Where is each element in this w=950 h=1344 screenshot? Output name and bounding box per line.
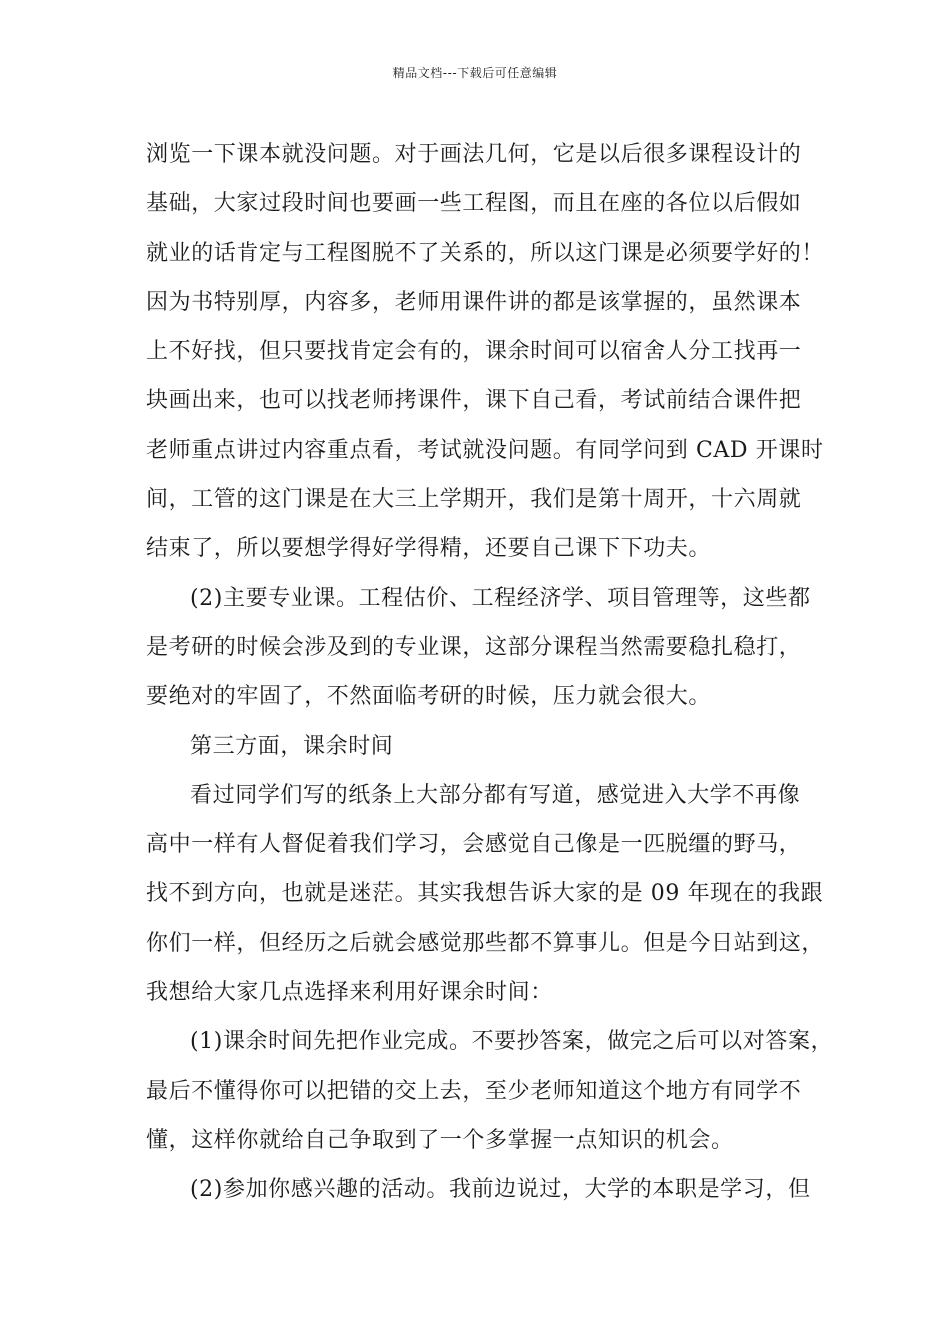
text-line: 我想给大家几点选择来利用好课余时间：: [146, 980, 553, 1006]
text-line: 结束了，所以要想学得好学得精，还要自己课下下功夫。: [146, 536, 712, 562]
document-body: [146, 130, 834, 1215]
section-heading: 第三方面，课余时间: [190, 733, 394, 759]
text-line: 你们一样，但经历之后就会感觉那些都不算事儿。但是今日站到这，: [146, 930, 825, 956]
page-header: 精品文档---下载后可任意编辑: [392, 66, 558, 80]
text-line: 就业的话肯定与工程图脱不了关系的，所以这门课是必须要学好的！: [146, 240, 825, 266]
text-line: 找不到方向，也就是迷茫。其实我想告诉大家的是 09 年现在的我跟: [146, 881, 824, 907]
text-line: 懂，这样你就给自己争取到了一个多掌握一点知识的机会。: [146, 1127, 734, 1153]
text-line: 间，工管的这门课是在大三上学期开，我们是第十周开，十六周就: [146, 487, 802, 513]
paragraph-first-line: (1)课余时间先把作业完成。不要抄答案，做完之后可以对答案，: [190, 1029, 834, 1055]
text-line: 因为书特别厚，内容多，老师用课件讲的都是该掌握的，虽然课本: [146, 289, 802, 315]
text-line: 块画出来，也可以找老师拷课件，课下自己看，考试前结合课件把: [146, 388, 802, 414]
text-line: 老师重点讲过内容重点看，考试就没问题。有同学问到 CAD 开课时: [146, 437, 824, 463]
text-line: 基础，大家过段时间也要画一些工程图，而且在座的各位以后假如: [146, 191, 802, 217]
text-line: 浏览一下课本就没问题。对于画法几何，它是以后很多课程设计的: [146, 142, 802, 167]
paragraph-first-line: (2)参加你感兴趣的活动。我前边说过，大学的本职是学习，但: [190, 1177, 811, 1203]
text-line: 是考研的时候会涉及到的专业课，这部分课程当然需要稳扎稳打，: [146, 634, 802, 660]
text-line: 最后不懂得你可以把错的交上去，至少老师知道这个地方有同学不: [146, 1078, 802, 1104]
text-line: 要绝对的牢固了，不然面临考研的时候，压力就会很大。: [146, 684, 712, 710]
paragraph-first-line: (2)主要专业课。工程估价、工程经济学、项目管理等，这些都: [190, 585, 811, 611]
text-line: 高中一样有人督促着我们学习，会感觉自己像是一匹脱缰的野马，: [146, 832, 802, 858]
text-line: 上不好找，但只要找肯定会有的，课余时间可以宿舍人分工找再一: [146, 339, 802, 365]
paragraph-first-line: 看过同学们写的纸条上大部分都有写道，感觉进入大学不再像: [190, 782, 801, 808]
